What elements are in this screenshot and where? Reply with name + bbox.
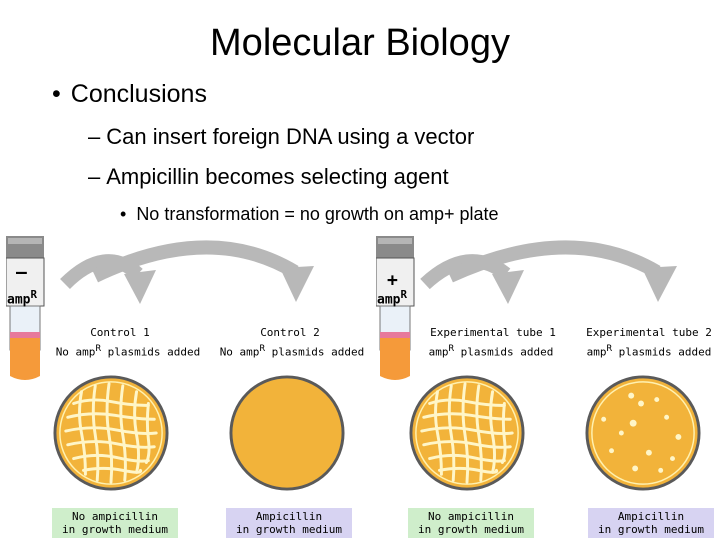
col-sub-post: plasmids added xyxy=(612,345,712,359)
bullet-dot: • xyxy=(52,80,61,108)
col-sub-sup: R xyxy=(448,343,455,354)
col-sub-pre: No amp xyxy=(219,345,260,359)
column-title-experimental-1: Experimental tube 1 xyxy=(430,326,556,339)
medium-label-control-1 xyxy=(52,508,178,538)
col-sub-sup: R xyxy=(95,343,101,354)
sub-bullet-1-text: Can insert foreign DNA using a vector xyxy=(106,124,475,149)
medium-line-2: in growth medium xyxy=(598,523,704,536)
test-tube-control-icon xyxy=(6,236,50,382)
medium-line-2: in growth medium xyxy=(62,523,168,536)
tube-1-label-sup: R xyxy=(30,288,38,301)
medium-line-2: in growth medium xyxy=(418,523,524,536)
medium-line-2: in growth medium xyxy=(236,523,342,536)
medium-label-experimental-1 xyxy=(408,508,534,538)
col-sub-sup: R xyxy=(606,343,613,354)
tube-1-sign: – xyxy=(16,262,27,283)
bullet-conclusions xyxy=(52,80,207,109)
petri-dish-empty-icon xyxy=(228,374,346,492)
tube-2-sign: + xyxy=(387,270,398,291)
bullet-dot: • xyxy=(120,204,127,224)
petri-dish-lawn-icon xyxy=(408,374,526,492)
dash-icon: – xyxy=(88,164,101,189)
col-sub-pre: amp xyxy=(428,345,449,359)
medium-line-1: No ampicillin xyxy=(427,510,515,523)
petri-dish-colonies-icon xyxy=(584,374,702,492)
medium-line-1: Ampicillin xyxy=(255,510,323,523)
medium-line-1: Ampicillin xyxy=(617,510,685,523)
tube-2-label xyxy=(377,288,407,307)
sub-bullet-2-text: Ampicillin becomes selecting agent xyxy=(106,164,449,189)
curved-arrow-icon xyxy=(445,236,685,316)
column-title-control-2: Control 2 xyxy=(260,326,320,339)
medium-line-1: No ampicillin xyxy=(71,510,159,523)
col-sub-post: plasmids added xyxy=(100,345,201,359)
tube-2-label-sup: R xyxy=(400,288,408,301)
medium-label-control-2 xyxy=(226,508,352,538)
column-title-control-1: Control 1 xyxy=(90,326,150,339)
column-title-experimental-2: Experimental tube 2 xyxy=(586,326,712,339)
bullet-conclusions-text: Conclusions xyxy=(70,80,207,108)
col-sub-post: plasmids added xyxy=(264,345,365,359)
col-sub-post: plasmids added xyxy=(454,345,554,359)
column-sub-control-1 xyxy=(48,343,208,359)
slide-title: Molecular Biology xyxy=(210,22,510,64)
sub-bullet-1 xyxy=(88,124,474,150)
sub-sub-bullet xyxy=(120,204,499,225)
column-sub-experimental-2 xyxy=(578,343,720,359)
col-sub-sup: R xyxy=(259,343,265,354)
medium-label-experimental-2 xyxy=(588,508,714,538)
col-sub-pre: amp xyxy=(586,345,607,359)
curved-arrow-icon xyxy=(90,236,320,316)
tube-1-label xyxy=(7,288,37,307)
column-sub-experimental-1 xyxy=(416,343,566,359)
sub-sub-bullet-text: No transformation = no growth on amp+ plate xyxy=(136,204,499,224)
tube-2-label-text: amp xyxy=(377,292,401,308)
dash-icon: – xyxy=(88,124,101,149)
col-sub-pre: No amp xyxy=(55,345,96,359)
sub-bullet-2 xyxy=(88,164,449,190)
petri-dish-lawn-icon xyxy=(52,374,170,492)
column-sub-control-2 xyxy=(212,343,372,359)
tube-1-label-text: amp xyxy=(7,292,31,308)
test-tube-experimental-icon xyxy=(376,236,420,382)
